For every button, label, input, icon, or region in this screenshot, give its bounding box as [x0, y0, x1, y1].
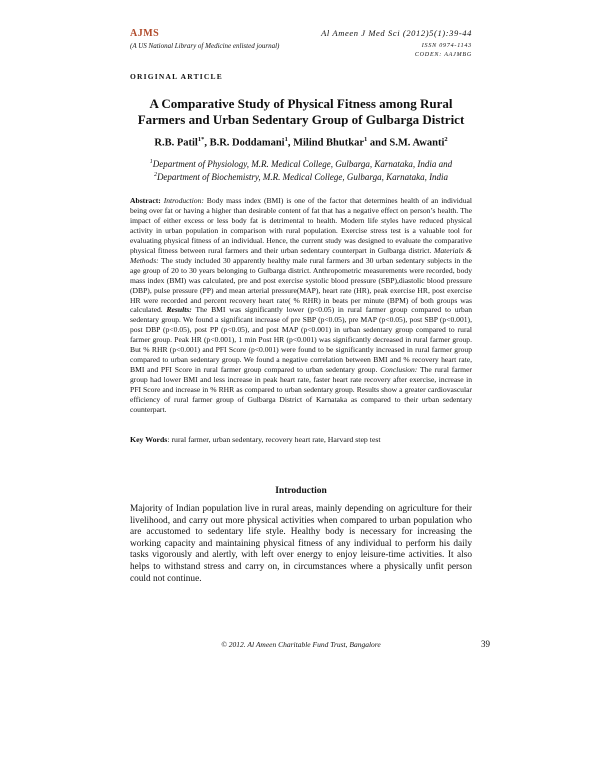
- abstract-intro-label: Introduction:: [163, 196, 204, 205]
- author-list: [130, 136, 472, 149]
- author-affil-mark: 2: [444, 136, 448, 143]
- coden: CODEN: AAJMBG: [414, 52, 472, 58]
- author-name: B.R. Doddamani: [209, 137, 285, 149]
- abstract-methods-text: The study included 30 apparently healthy male rural farmers and 30 urban sedentary subjects in the age group of 20 to 30 years belonging to Gulbarga district. Anthropometric measurements were recorded, body mass index (BMI) was calculated, pre and post exercise systolic blood pressure (SBP),diastolic blood pressure (DBP), pulse pressure (PP) and mean arterial pressure(MAP), heart rate (HR), peak exercise HR, post exercise HR were recorded and percent recovery heart rate( % RHR) in beats per minute (BPM) of both groups was calculated.: [130, 255, 472, 315]
- affiliation-text: Department of Physiology, M.R. Medical College, Gulbarga, Karnataka, India and: [152, 159, 453, 169]
- abstract-results-label: Results:: [166, 305, 192, 315]
- introduction-heading: Introduction: [275, 486, 327, 496]
- issn-block: [415, 42, 472, 60]
- abstract-results-text: The BMI was significantly lower (p<0.05) in rural farmer group compared to urban sedentary group. We found a significant increase of pre SBP (p<0.05), pre MAP (p<0.05), post SBP (p<0.001), post DBP (p<0.05), post PP (p<0.05), and post MAP (p<0.001) in urban sedentary group compared to rural farmer group. Peak HR (p<0.001), 1 min Post HR (p<0.001) was significantly decreased in rural farmer group. But % RHR (p<0.001) and PFI Score (p<0.001) were found to be significantly increased in rural farmer group compared to urban sedentary group. We found a negative correlation between BMI and % recovery heart rate, BMI and PFI Score in rural farmer group compared to urban sedentary group.: [130, 305, 472, 375]
- footer-copyright: © 2012. Al Ameen Charitable Fund Trust, Bangalore: [221, 640, 381, 649]
- citation: Al Ameen J Med Sci (2012)5(1):39-44: [321, 28, 472, 38]
- keywords-text: : rural farmer, urban sedentary, recovery heart rate, Harvard step test: [167, 435, 381, 444]
- abstract: [130, 196, 472, 415]
- article-title: A Comparative Study of Physical Fitness among Rural Farmers and Urban Sedentary Group of Gulbarga District: [137, 96, 465, 127]
- affiliation-line: [130, 157, 472, 170]
- keywords: [130, 435, 472, 445]
- author-affil-mark: 1*: [197, 136, 205, 143]
- abstract-methods-label: Materials & Methods:: [130, 245, 472, 265]
- author-name: Milind Bhutkar: [293, 137, 364, 149]
- author-name: R.B. Patil: [154, 137, 198, 149]
- author-name: S.M. Awanti: [389, 137, 445, 149]
- journal-name: AJMS: [130, 28, 160, 39]
- keywords-label: Key Words: [130, 435, 168, 444]
- affil-mark: 1: [149, 159, 153, 165]
- affil-mark: 2: [153, 172, 157, 178]
- affiliation-text: Department of Biochemistry, M.R. Medical College, Gulbarga, Karnataka, India: [156, 172, 449, 182]
- abstract-conclusion-label: Conclusion:: [380, 365, 418, 375]
- author-affil-mark: 1: [363, 136, 368, 143]
- issn: ISSN 0974-1143: [421, 43, 472, 49]
- abstract-label: Abstract:: [130, 196, 161, 205]
- page-number: 39: [481, 639, 490, 649]
- affiliation-line: [130, 170, 472, 183]
- affiliations: [130, 157, 472, 183]
- abstract-intro-text: Body mass index (BMI) is one of the factor that determines health of an individual being over fat or having a higher than desirable content of fat that has a negative effect on person’s health. The impact of either excess or less body fat is detrimental to health. Modern life styles have reduced physical activity in urban population in comparison with rural population. Exercise stress test is a valuable tool for evaluating physical fitness of an individual. Hence, the current study was designed to evaluate the comparative physical fitness between rural farmers and their urban sedentary counterpart in Gulbarga district.: [130, 196, 472, 255]
- section-label: ORIGINAL ARTICLE: [130, 72, 223, 81]
- introduction-body: Majority of Indian population live in rural areas, mainly depending on agriculture for their livelihood, and carry out more physical activities when compared to urban population who are accustomed to sedentary life style. Healthy body is necessary for increasing the working capacity and maintaining physical fitness of any individual to perform his daily tasks vigorously and alertly, with left over energy to enjoy leisure-time activities. It also helps to withstand stress and carry on, in circumstances where a physically unfit person could not continue.: [130, 504, 472, 584]
- author-affil-mark: 1: [284, 136, 288, 143]
- journal-subtitle: (A US National Library of Medicine enlisted journal): [130, 42, 280, 50]
- author-separator: and: [367, 137, 390, 149]
- abstract-conclusion-text: The rural farmer group had lower BMI and less increase in peak heart rate, faster heart rate recovery after exercise, increase in PFI Score and increase in % RHR as compared to urban sedentary group. Results show a greater cardiovascular efficiency of rural farmer group of Gulbarga District of Karnataka as compared to their urban sedentary counterpart.: [130, 365, 472, 415]
- author-separator: ,: [287, 137, 294, 149]
- author-separator: ,: [204, 137, 210, 149]
